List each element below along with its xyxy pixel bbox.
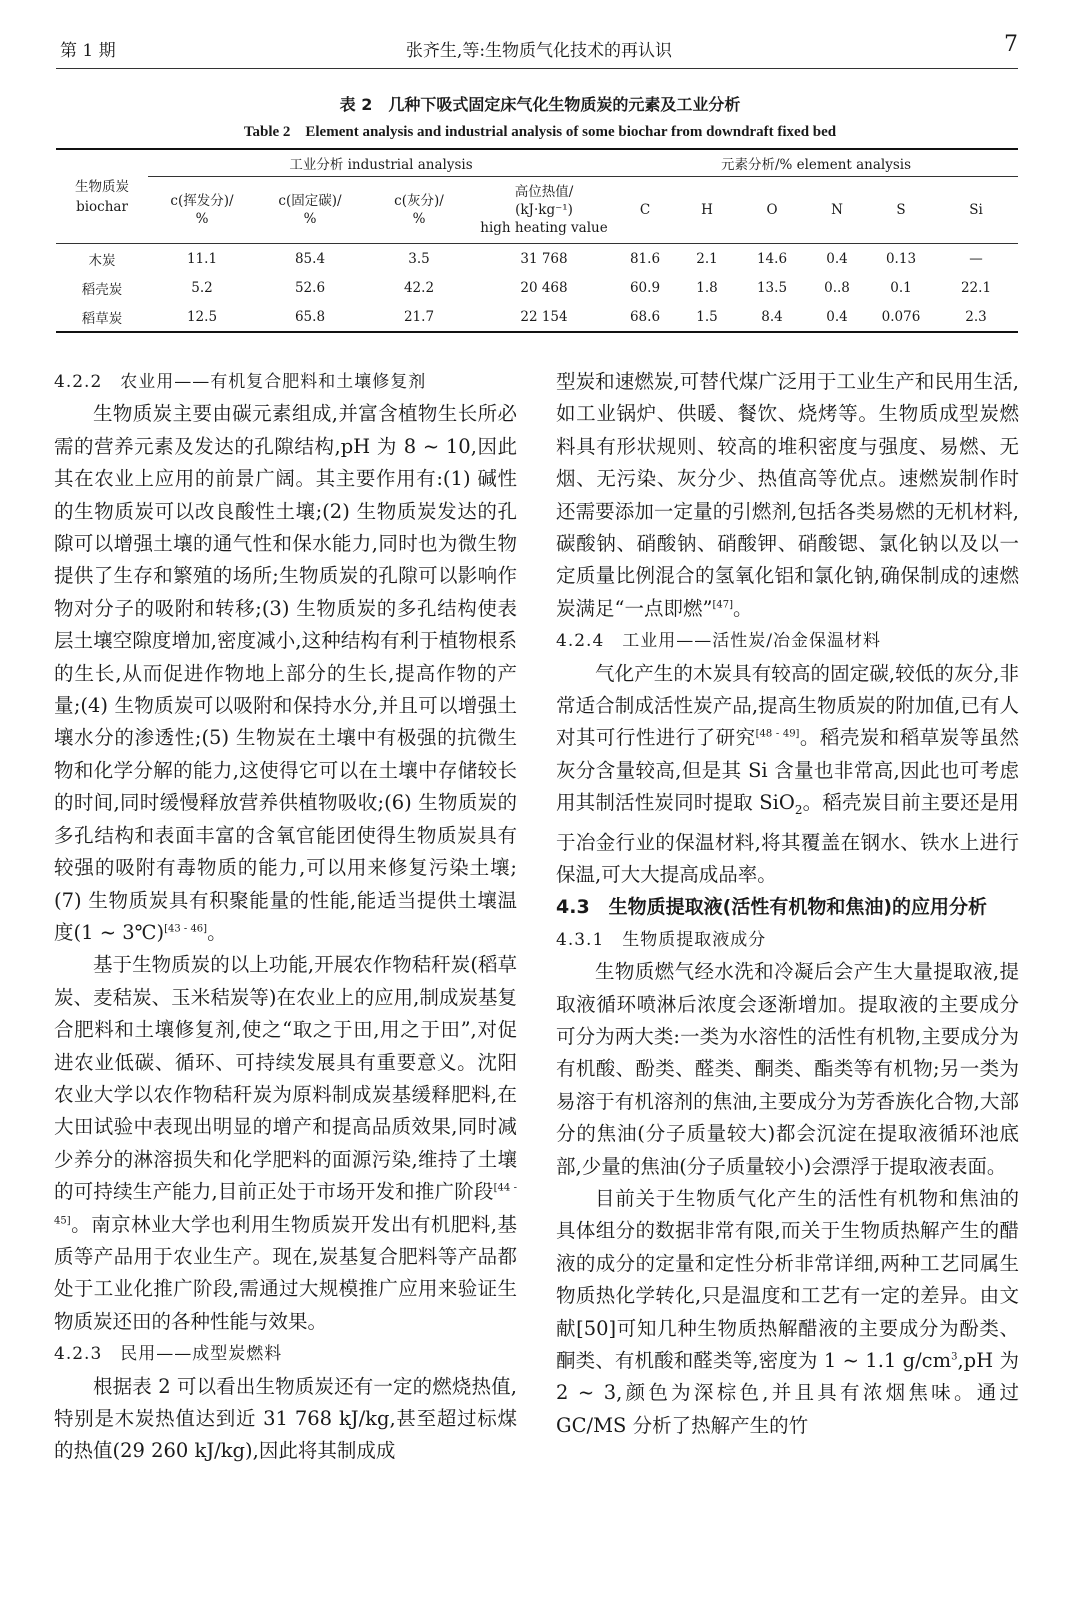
column-header: Si: [934, 177, 1018, 244]
page-number: 7: [1004, 32, 1018, 57]
header-industrial-analysis: 工业分析 industrial analysis: [148, 149, 614, 177]
table-row: [56, 244, 1018, 274]
paragraph: 生物质燃气经水洗和冷凝后会产生大量提取液,提取液循环喷淋后浓度会逐渐增加。提取液的主要成分可分为两大类:一类为水溶性的活性有机物,主要成分为有机酸、酚类、醛类、酮类、酯类等有机物;另一类为易溶于有机溶剂的焦油,主要成分为芳香族化合物,大部分的焦油(分子质量较大)都会沉淀在提取液循环池底部,少量的焦油(分子质量较小)会漂浮于提取液表面。: [556, 960, 1019, 1178]
table-cell: 0.4: [826, 250, 848, 267]
table-cell: 13.5: [756, 279, 788, 296]
table-cell: 0.4: [806, 302, 868, 332]
column-header: N: [806, 177, 868, 244]
table-cell: 2.1: [696, 250, 718, 267]
column-header: c(灰分)/ %: [364, 177, 474, 244]
table-cell: 31 768: [520, 250, 568, 267]
table-cell: 20 468: [520, 279, 568, 296]
section-heading-4-3: 4.3 生物质提取液(活性有机物和焦油)的应用分析: [556, 896, 988, 919]
table-cell: 60.9: [629, 279, 661, 296]
running-title: 张齐生,等:生物质气化技术的再认识: [405, 41, 673, 61]
column-header: c(挥发分)/ %: [148, 177, 256, 244]
section-heading-4-2-3: 4.2.3 民用——成型炭燃料: [54, 1344, 283, 1365]
table-cell: 11.1: [186, 250, 218, 267]
paragraph: 目前关于生物质气化产生的活性有机物和焦油的具体组分的数据非常有限,而关于生物质热解产生的醋液的成分的定量和定性分析非常详细,两种工艺同属生物质热化学转化,只是温度和工艺有一定的差异。由文献[50]可知几种生物质热解醋液的主要成分为酚类、酮类、有机酸和醛类等,密度为 1 ~ 1.1 $g/cm^3,pH$ 为 2 ~ 3,颜色为深棕色,并且具有浓烟焦味。通过 GC/MS 分析了热解产生的竹: [556, 1187, 1020, 1437]
citation: [43 - 46]: [164, 923, 208, 935]
paragraph: 基于生物质炭的以上功能,开展农作物秸秆炭(稻草炭、麦秸炭、玉米秸炭等)在农业上的应用,制成炭基复合肥料和土壤修复剂,使之“取之于田,用之于田”,对促进农业低碳、循环、可持续发展具有重要意义。沈阳农业大学以农作物秸秆炭为原料制成炭基缓释肥料,在大田试验中表现出明显的增产和提高品质效果,同时减少养分的淋溶损失和化学肥料的面源污染,维持了土壤的可持续生产能力,目前正处于市场开发和推广阶段[44 - 45]。南京林业大学也利用生物质炭开发出有机肥料,基质等产品用于农业生产。现在,炭基复合肥料等产品都处于工业化推广阶段,需通过大规模推广应用来验证生物质炭还田的各种性能与效果。: [54, 953, 518, 1333]
table-row: [56, 273, 1018, 302]
table-caption-en: Table 2 Element analysis and industrial analysis of some biochar from downdraft fixed bed: [243, 124, 837, 140]
row-label: 稻草炭: [56, 302, 148, 332]
table-cell: 0..8: [824, 279, 850, 296]
table-cell: 85.4: [294, 250, 326, 267]
table-cell: 0.076: [868, 302, 934, 332]
table-cell: 0.1: [890, 279, 912, 296]
table-cell: 1.5: [676, 302, 738, 332]
table-cell: 42.2: [403, 279, 435, 296]
table-cell: 22.1: [960, 279, 992, 296]
table-cell: 12.5: [148, 302, 256, 332]
paragraph: 气化产生的木炭具有较高的固定碳,较低的灰分,非常适合制成活性炭产品,提高生物质炭的附加值,已有人对其可行性进行了研究[48 - 49]。稻壳炭和稻草炭等虽然灰分含量较高,但是其 Si 含量也非常高,因此也可考虑用其制活性炭同时提取 SiO$_2$。稻壳炭目前主要还是用于冶金行业的保温材料,将其覆盖在钢水、铁水上进行保温,可大大提高成品率。: [556, 661, 1019, 886]
table-cell: 5.2: [191, 279, 213, 296]
citation: [47]: [712, 599, 733, 611]
table-cell: 21.7: [364, 302, 474, 332]
running-header: [60, 34, 1018, 64]
header-rule: [56, 68, 1018, 69]
section-heading-4-3-1: 4.3.1 生物质提取液成分: [556, 929, 767, 950]
table-cell: 2.3: [934, 302, 1018, 332]
header-element-analysis: 元素分析/% element analysis: [614, 149, 1018, 177]
table-row: [56, 302, 1018, 332]
table-cell: —: [969, 250, 983, 267]
table-cell: 68.6: [614, 302, 676, 332]
paragraph: 根据表 2 可以看出生物质炭还有一定的燃烧热值,特别是木炭热值达到近 31 768 kJ/kg,甚至超过标煤的热值(29 260 kJ/kg),因此将其制成成: [54, 1374, 517, 1463]
table-cell: 0.13: [885, 250, 917, 267]
column-header: C: [614, 177, 676, 244]
table-cell: 65.8: [256, 302, 364, 332]
column-header: H: [676, 177, 738, 244]
table-cell: 52.6: [294, 279, 326, 296]
right-column: [556, 366, 1019, 1442]
row-label: 稻壳炭: [81, 281, 123, 298]
column-header: O: [738, 177, 806, 244]
table-cell: 1.8: [696, 279, 718, 296]
section-heading-4-2-2: 4.2.2 农业用——有机复合肥料和土壤修复剂: [54, 372, 427, 392]
section-heading-4-2-4: 4.2.4 工业用——活性炭/冶金保温材料: [556, 631, 881, 652]
paragraph-continued: 型炭和速燃炭,可替代煤广泛用于工业生产和民用生活,如工业锅炉、供暖、餐饮、烧烤等。生物质成型炭燃料具有形状规则、较高的堆积密度与强度、易燃、无烟、无污染、灰分少、热值高等优点。速燃炭制作时还需要添加一定量的引燃剂,包括各类易燃的无机材料,碳酸钠、硝酸钠、硝酸钾、硝酸锶、氯化钠以及以一定质量比例混合的氢氧化铝和氯化钠,确保制成的速燃炭满足“一点即燃”[47]。: [556, 370, 1019, 620]
issue-number: 第 1 期: [60, 41, 116, 61]
table-cell: 81.6: [629, 250, 661, 267]
table-cell: 3.5: [408, 250, 430, 267]
header-biochar: 生物质炭 biochar: [56, 149, 148, 244]
column-header: S: [868, 177, 934, 244]
column-header: 高位热值/ (kJ·kg⁻¹) high heating value: [474, 177, 614, 244]
citation: [44 - 45]: [54, 1182, 518, 1227]
paragraph: 生物质炭主要由碳元素组成,并富含植物生长所必需的营养元素及发达的孔隙结构,pH 为 8 ~ 10,因此其在农业上应用的前景广阔。其主要作用有:(1) 碱性的生物质炭可以改良酸性土壤;(2) 生物质炭发达的孔隙可以增强土壤的通气性和保水能力,同时也为微生物提供了生存和繁殖的场所;生物质炭的孔隙可以影响作物对分子的吸附和转移;(3) 生物质炭的多孔结构使表层土壤空隙度增加,密度减小,这种结构有利于植物根系的生长,从而促进作物地上部分的生长,提高作物的产量;(4) 生物质炭可以吸附和保持水分,并且可以增强土壤水分的渗透性;(5) 生物炭在土壤中有极强的抗微生物和化学分解的能力,这使得它可以在土壤中存储较长的时间,同时缓慢释放营养供植物吸收;(6) 生物质炭的多孔结构和表面丰富的含氧官能团使得生物质炭具有较强的吸附有毒物质的能力,可以用来修复污染土壤;(7) 生物质炭具有积聚能量的性能,能适当提供土壤温度(1 ~ 3℃)[43 - 46]。: [54, 402, 517, 944]
table-caption-cn: 表 2 几种下吸式固定床气化生物质炭的元素及工业分析: [339, 95, 741, 114]
left-column: [54, 366, 517, 1468]
row-label: 木炭: [88, 252, 116, 269]
biochar-analysis-table: [56, 148, 1018, 333]
table-cell: 14.6: [756, 250, 788, 267]
table-cell: 8.4: [738, 302, 806, 332]
citation: [48 - 49]: [755, 728, 800, 740]
table-cell: 22 154: [474, 302, 614, 332]
column-header: c(固定碳)/ %: [256, 177, 364, 244]
